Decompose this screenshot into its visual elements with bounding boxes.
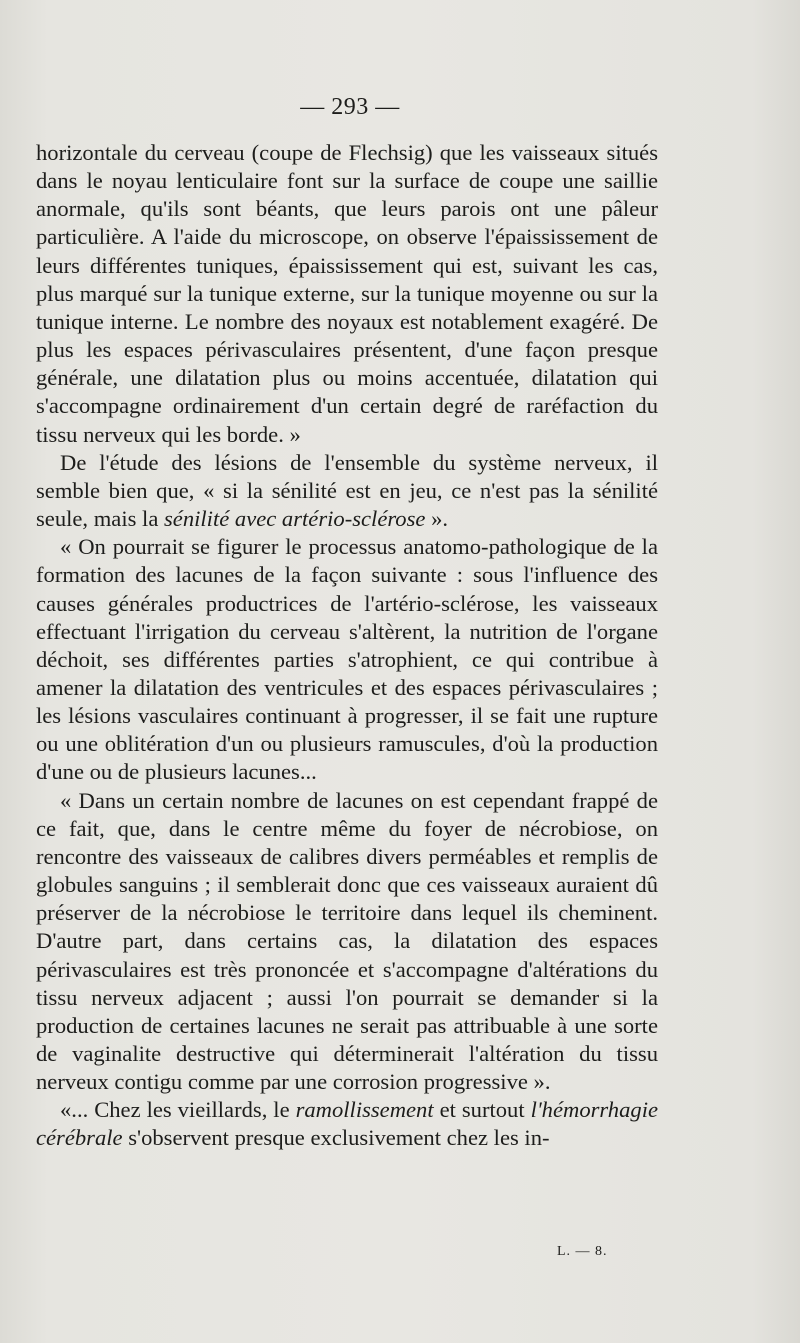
italic-term: l'hémorrhagie cérébrale <box>36 1097 658 1151</box>
page-number: — 293 — <box>300 94 400 120</box>
paragraph-conclusion <box>36 449 658 533</box>
text-run: De l'étude des lésions de l'ensemble du système nerveux, il semble bien que, « si la sénilité est en jeu, ce n'est pas la sénilité seule, mais la <box>36 449 658 532</box>
paragraph-lacunes: « Dans un certain nombre de lacunes on est cependant frappé de ce fait, que, dans le centre même du foyer de nécrobiose, on rencontre des vaisseaux de calibres divers perméables et remplis de globules sanguins ; il semblerait donc que ces vaisseaux auraient dû préserver de la nécrobiose le territoire dans lequel ils cheminent. D'autre part, dans certains cas, la dilatation des espaces périvasculaires est très prononcée et s'accompagne d'altérations du tissu nerveux adjacent ; aussi l'on pourrait se demander si la production de certaines lacunes ne serait pas attribuable à une sorte de vaginalite destructive qui déterminerait l'altération du tissu nerveux contigu comme par une corrosion progressive ». <box>36 787 658 1095</box>
italic-phrase: sénilité avec artério-sclérose <box>164 506 426 532</box>
signature-mark: L. — 8. <box>557 1244 608 1259</box>
text-run: «... Chez les vieillards, le <box>60 1097 296 1123</box>
body-text <box>36 139 658 1153</box>
text-run: et surtout <box>433 1097 531 1123</box>
paragraph-vieillards <box>36 1096 658 1152</box>
italic-term: ramollissement <box>295 1097 434 1123</box>
paragraph-process: « On pourrait se figurer le processus anatomo-pathologique de la formation des lacunes de la façon suivante : sous l'influence des causes générales productrices de l'artério-sclérose, les vaisseaux effectuant l'irrigation du cerveau s'altèrent, la nutrition de l'organe déchoit, ses différentes parties s'atrophient, ce qui contribue à amener la dilatation des ventricules et des espaces périvasculaires ; les lésions vasculaires continuant à progresser, il se fait une rupture ou une oblitération d'un ou plusieurs ramuscules, d'où la production d'une ou de plusieurs lacunes... <box>36 534 658 785</box>
paragraph-continuation: horizontale du cerveau (coupe de Flechsig) que les vaisseaux situés dans le noyau lenticulaire font sur la surface de coupe une saillie anormale, qu'ils sont béants, que leurs parois ont une pâleur particulière. A l'aide du microscope, on observe l'épaississement de leurs différentes tuniques, épaississement qui est, suivant les cas, plus marqué sur la tunique externe, sur la tunique moyenne ou sur la tunique interne. Le nombre des noyaux est notablement exagéré. De plus les espaces périvasculaires présentent, d'une façon presque générale, une dilatation plus ou moins accentuée, dilatation qui s'accompagne ordinairement d'un certain degré de raréfaction du tissu nerveux qui les borde. » <box>36 140 658 447</box>
text-run: ». <box>425 506 449 532</box>
text-run: s'observent presque exclusivement chez les in- <box>122 1125 550 1151</box>
